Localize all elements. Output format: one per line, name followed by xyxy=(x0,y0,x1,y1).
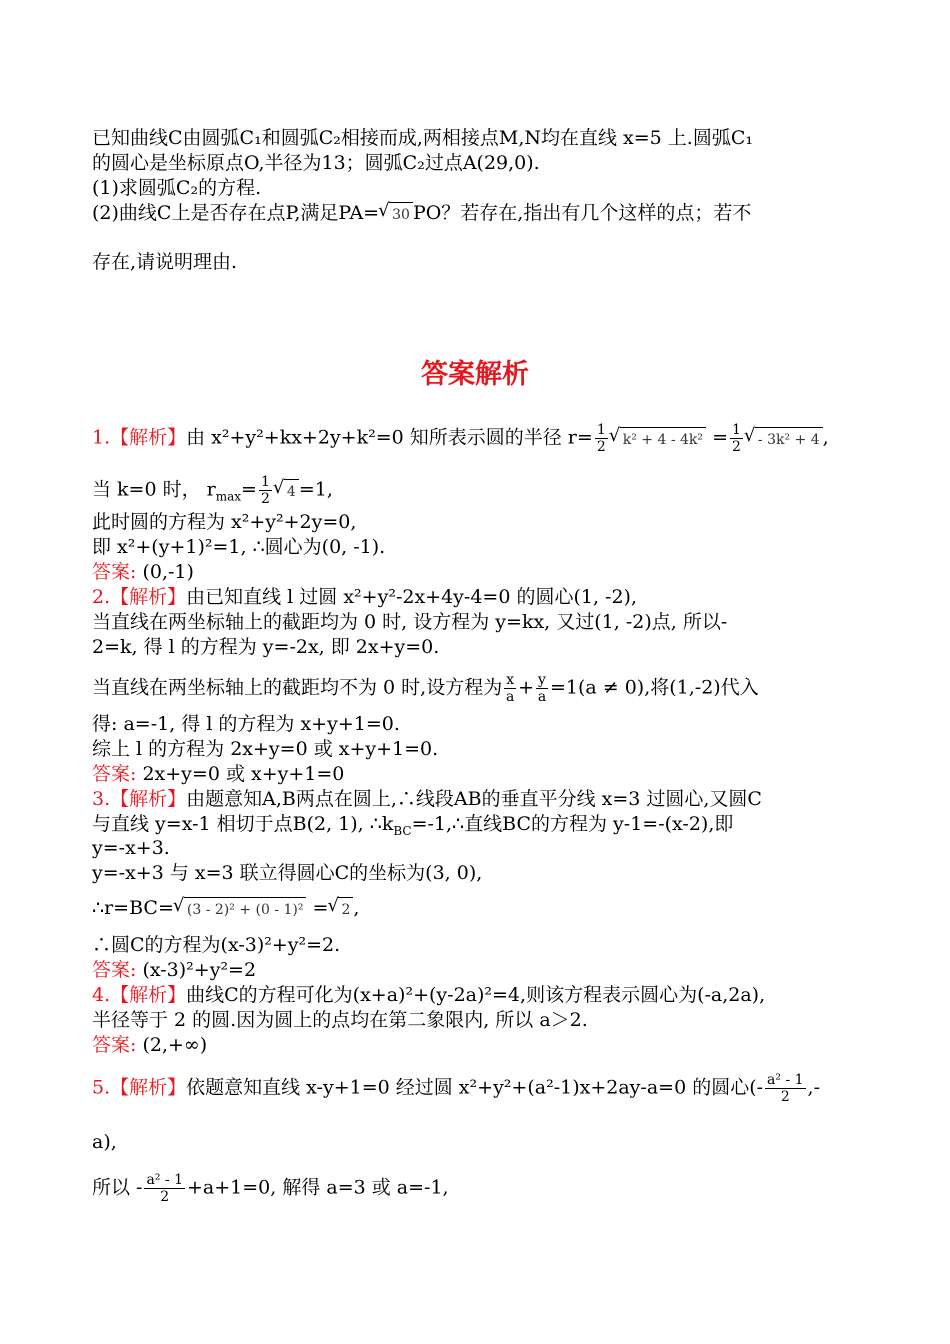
problem-line-4: (2)曲线C上是否存在点P,满足PA=√ 30 PO？若存在,指出有几个这样的点；若不 xyxy=(92,201,751,227)
problem-line-3: (1)求圆弧C₂的方程. xyxy=(92,177,262,199)
answer-3-line-6: ∴圆C的方程为(x-3)²+y²=2. xyxy=(92,934,341,956)
problem-line-1: 已知曲线C由圆弧C₁和圆弧C₂相接而成,两相接点M,N均在直线 x=5 上.圆弧C₁ xyxy=(92,127,754,149)
answer-1-line-4: 即 x²+(y+1)²=1, ∴圆心为(0, -1). xyxy=(92,536,386,558)
answer-2-line-6: 综上 l 的方程为 2x+y=0 或 x+y+1=0. xyxy=(92,738,439,760)
fraction-half: $\frac{1}{2}$ xyxy=(260,474,270,507)
answer-5-line-1: 5.【解析】依题意知直线 x-y+1=0 经过圆 x²+y²+(a²-1)x+2ay-a=0 的圆心(- $\frac{\text{a² - 1}}{2}$ ,- xyxy=(92,1072,820,1105)
answer-2-line-1: 2.【解析】由已知直线 l 过圆 x²+y²-2x+4y-4=0 的圆心(1, -2), xyxy=(92,586,638,608)
fraction-half: $\frac{1}{2}$ xyxy=(732,422,741,455)
problem-line-2: 的圆心是坐标原点O,半径为13；圆弧C₂过点A(29,0). xyxy=(92,152,540,174)
answer-2-line-4: 当直线在两坐标轴上的截距均不为 0 时,设方程为 $\frac{x}{a}$ + $\frac{y}{a}$ =1(a ≠ 0),将(1,-2)代入 xyxy=(92,672,759,705)
answer-1-line-1: 1.【解析】由 x²+y²+kx+2y+k²=0 知所表示圆的半径 r= $\frac{1}{2}$ √ k² + 4 - 4k² = $\frac{1}{2}$ √ - 3k² + 4 , xyxy=(92,422,829,455)
answer-3-final: 答案: (x-3)²+y²=2 xyxy=(92,959,257,981)
answer-5-line-3: 所以 - $\frac{\text{a² - 1}}{2}$ +a+1=0, 解得 a=3 或 a=-1, xyxy=(92,1172,449,1205)
answer-1-line-3: 此时圆的方程为 x²+y²+2y=0, xyxy=(92,511,357,533)
answer-2-line-3: 2=k, 得 l 的方程为 y=-2x, 即 2x+y=0. xyxy=(92,636,440,658)
answer-2-line-5: 得: a=-1, 得 l 的方程为 x+y+1=0. xyxy=(92,713,400,735)
answer-3-line-3: y=-x+3. xyxy=(92,837,170,859)
answer-3-line-5: ∴r=BC=√ (3 - 2)² + (0 - 1)² =√ 2 , xyxy=(92,896,359,922)
answer-3-line-1: 3.【解析】由题意知A,B两点在圆上,∴线段AB的垂直平分线 x=3 过圆心,又圆C xyxy=(92,788,762,810)
answer-3-line-4: y=-x+3 与 x=3 联立得圆心C的坐标为(3, 0), xyxy=(92,862,483,884)
answer-4-line-2: 半径等于 2 的圆.因为圆上的点均在第二象限内, 所以 a＞2. xyxy=(92,1009,588,1031)
answer-4-final: 答案: (2,+∞) xyxy=(92,1034,208,1056)
problem-line-5: 存在,请说明理由. xyxy=(92,251,238,273)
answer-1-final: 答案: (0,-1) xyxy=(92,561,194,583)
section-title: 答案解析 xyxy=(421,359,529,390)
sqrt-30: √ 30 xyxy=(389,202,413,227)
fraction-half: $\frac{1}{2}$ xyxy=(596,422,606,455)
answer-1-line-2: 当 k=0 时， $r_{max}=$ $\frac{1}{2}$ √ 4 =1, xyxy=(92,474,333,507)
answer-2-line-2: 当直线在两坐标轴上的截距均为 0 时, 设方程为 y=kx, 又过(1, -2)点, 所以- xyxy=(92,611,728,633)
answer-3-line-2: 与直线 y=x-1 相切于点B(2, 1), $\therefore k_{BC}=-1,\therefore$直线BC的方程为 y-1=-(x-2),即 xyxy=(92,813,734,838)
answer-5-line-2: a), xyxy=(92,1131,117,1153)
answer-4-line-1: 4.【解析】曲线C的方程可化为(x+a)²+(y-2a)²=4,则该方程表示圆心为(-a,2a), xyxy=(92,984,766,1006)
answer-2-final: 答案: 2x+y=0 或 x+y+1=0 xyxy=(92,763,345,785)
